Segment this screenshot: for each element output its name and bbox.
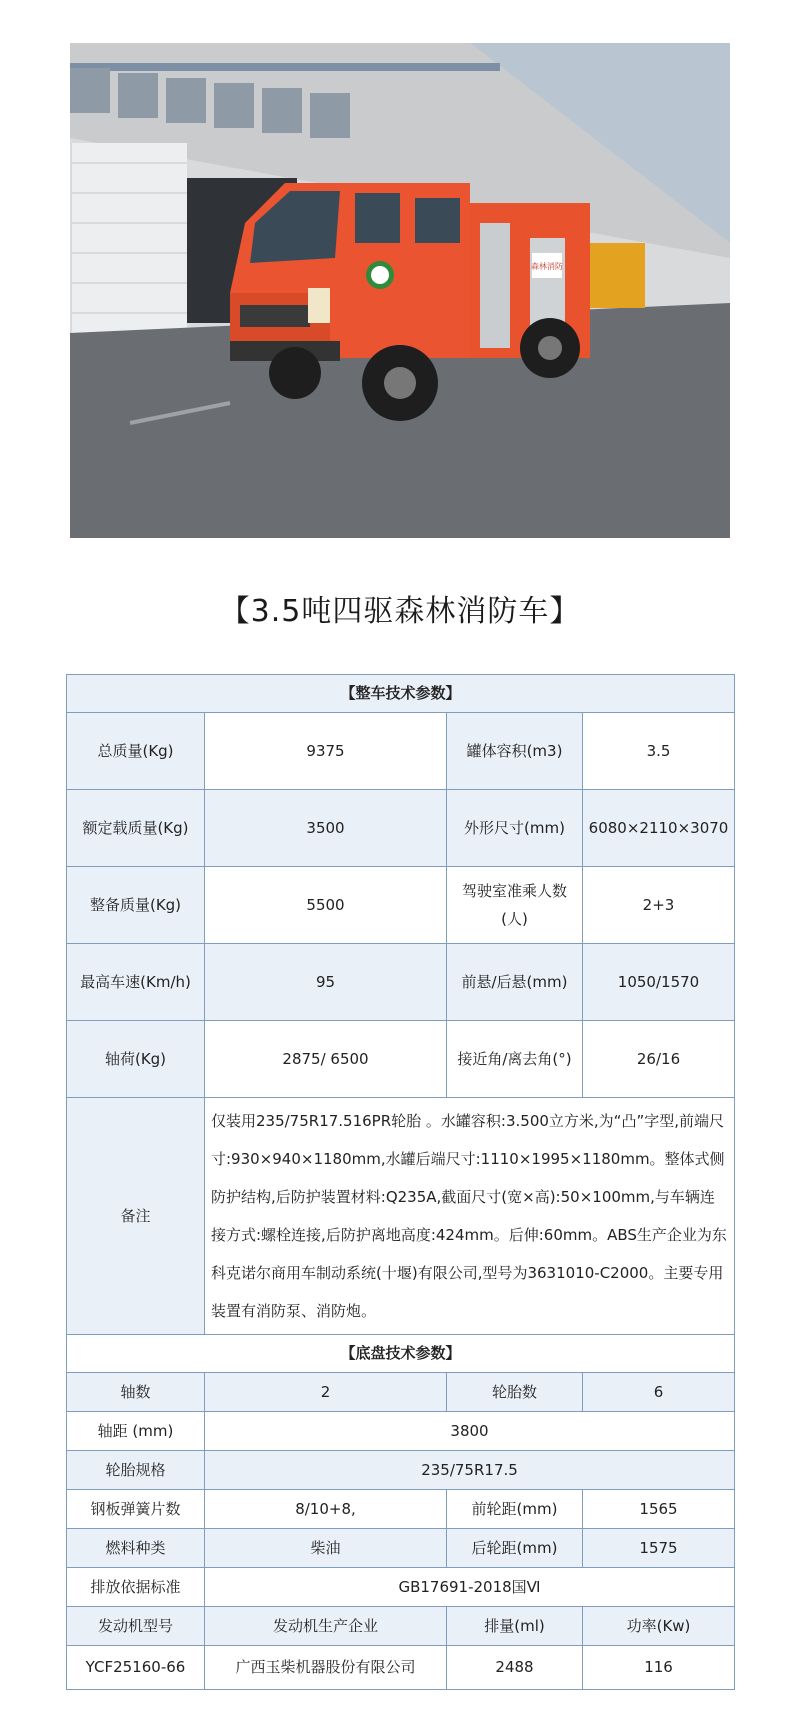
cell-label: 轴距 (mm): [67, 1412, 205, 1451]
cell-label: 排放依据标准: [67, 1568, 205, 1607]
cell-value: 235/75R17.5: [205, 1451, 735, 1490]
table-row: [67, 867, 735, 944]
cell-value: 6: [583, 1373, 735, 1412]
cell-label: 后轮距(mm): [447, 1529, 583, 1568]
cell-value: 116: [583, 1646, 735, 1690]
cell-value: 6080×2110×3070: [583, 790, 735, 867]
remarks-text: 仅装用235/75R17.516PR轮胎 。水罐容积:3.500立方米,为“凸”字型,前端尺寸:930×940×1180mm,水罐后端尺寸:1110×1995×1180mm。整体式侧防护结构,后防护装置材料:Q235A,截面尺寸(宽×高):50×100mm,与车辆连接方式:螺栓连接,后防护离地高度:424mm。后伸:60mm。ABS生产企业为东科克诺尔商用车制动系统(十堰)有限公司,型号为3631010-C2000。主要专用装置有消防泵、消防炮。: [205, 1098, 735, 1335]
table-row: [67, 1529, 735, 1568]
cell-label: 钢板弹簧片数: [67, 1490, 205, 1529]
cell-label: 轴荷(Kg): [67, 1021, 205, 1098]
cell-label: 功率(Kw): [583, 1607, 735, 1646]
table-row: [67, 1568, 735, 1607]
cell-value: 2488: [447, 1646, 583, 1690]
table-row: [67, 1021, 735, 1098]
cell-label: 总质量(Kg): [67, 713, 205, 790]
cell-label: 外形尺寸(mm): [447, 790, 583, 867]
cell-value: 2: [205, 1373, 447, 1412]
table-row: [67, 1451, 735, 1490]
cell-value: 26/16: [583, 1021, 735, 1098]
remarks-row: [67, 1098, 735, 1335]
cell-label: 驾驶室准乘人数(人): [447, 867, 583, 944]
cell-value: 2875/ 6500: [205, 1021, 447, 1098]
cell-label: 最高车速(Km/h): [67, 944, 205, 1021]
cell-label: 前轮距(mm): [447, 1490, 583, 1529]
truck-photo: [70, 43, 730, 538]
cell-label: 燃料种类: [67, 1529, 205, 1568]
cell-label: 轮胎数: [447, 1373, 583, 1412]
table-row: [67, 713, 735, 790]
cell-label: 前悬/后悬(mm): [447, 944, 583, 1021]
cell-value: 9375: [205, 713, 447, 790]
cell-value: 1565: [583, 1490, 735, 1529]
cell-value: 柴油: [205, 1529, 447, 1568]
section-header-chassis: [67, 1335, 735, 1373]
cell-label: 发动机型号: [67, 1607, 205, 1646]
table-row: [67, 1490, 735, 1529]
truck-door-sign: 森林消防: [531, 262, 563, 271]
cell-label: 排量(ml): [447, 1607, 583, 1646]
spec-table: [66, 674, 735, 1690]
table-row: [67, 1373, 735, 1412]
cell-value: YCF25160-66: [67, 1646, 205, 1690]
cell-value: GB17691-2018国Ⅵ: [205, 1568, 735, 1607]
cell-value: 8/10+8,: [205, 1490, 447, 1529]
cell-value: 1575: [583, 1529, 735, 1568]
cell-value: 95: [205, 944, 447, 1021]
cell-value: 3800: [205, 1412, 735, 1451]
cell-label: 轮胎规格: [67, 1451, 205, 1490]
table-row: [67, 1412, 735, 1451]
cell-label: 轴数: [67, 1373, 205, 1412]
cell-label: 罐体容积(m3): [447, 713, 583, 790]
cell-value: 2+3: [583, 867, 735, 944]
cell-value: 1050/1570: [583, 944, 735, 1021]
cell-value: 5500: [205, 867, 447, 944]
page-title: 【3.5吨四驱森林消防车】: [219, 594, 581, 629]
cell-label: 整备质量(Kg): [67, 867, 205, 944]
section-header-vehicle: [67, 675, 735, 713]
cell-value: 3.5: [583, 713, 735, 790]
cell-label: 额定载质量(Kg): [67, 790, 205, 867]
table-row: [67, 1646, 735, 1690]
table-row: [67, 944, 735, 1021]
cell-label: 发动机生产企业: [205, 1607, 447, 1646]
remarks-label: 备注: [67, 1098, 205, 1335]
section-title-vehicle: 【整车技术参数】: [67, 675, 735, 713]
cell-label: 接近角/离去角(°): [447, 1021, 583, 1098]
table-row: [67, 790, 735, 867]
table-row: [67, 1607, 735, 1646]
cell-value: 广西玉柴机器股份有限公司: [205, 1646, 447, 1690]
cell-value: 3500: [205, 790, 447, 867]
section-title-chassis: 【底盘技术参数】: [67, 1335, 735, 1373]
